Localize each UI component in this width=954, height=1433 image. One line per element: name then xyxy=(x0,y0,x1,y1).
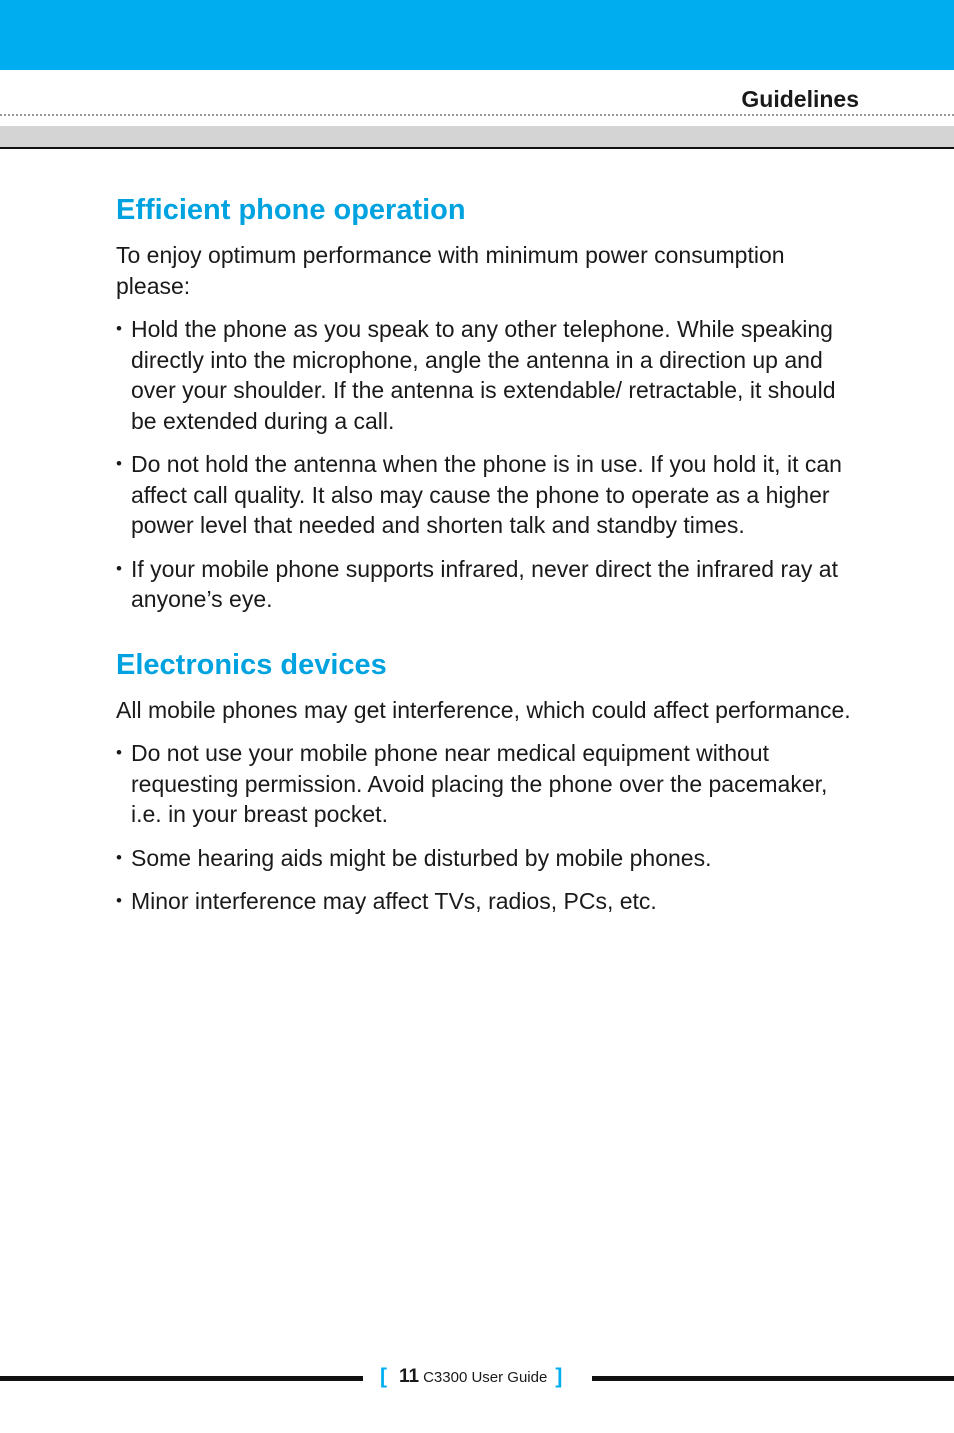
list-item xyxy=(116,738,861,830)
list-item xyxy=(116,843,861,874)
page-content xyxy=(116,190,861,930)
section-electronics-devices xyxy=(116,645,861,917)
guide-name: C3300 User Guide xyxy=(423,1368,548,1386)
bullet-icon: • xyxy=(116,558,122,578)
list-item-text: Minor interference may affect TVs, radios, PCs, etc. xyxy=(131,888,657,914)
page-number: 11 xyxy=(399,1366,420,1387)
list-item-text: Hold the phone as you speak to any other telephone. While speaking directly into the microphone, angle the antenna in a direction up and over your shoulder. If the antenna is extendable/ retractable, it should be extended during a call. xyxy=(131,316,836,434)
bullet-icon: • xyxy=(116,891,122,910)
bullet-icon: • xyxy=(116,847,122,867)
section-title: Efficient phone operation xyxy=(116,194,466,226)
bullet-list xyxy=(116,314,861,615)
bullet-list xyxy=(116,738,861,917)
list-item xyxy=(116,886,861,917)
top-color-band xyxy=(0,0,954,70)
grey-header-band xyxy=(0,126,954,149)
list-item xyxy=(116,449,861,541)
footer-rule-left xyxy=(0,1376,363,1381)
section-efficient-phone-operation xyxy=(116,190,861,615)
list-item-text: Do not use your mobile phone near medical equipment without requesting permission. Avoid placing the phone over the pacemaker, i.e. in your breast pocket. xyxy=(131,740,828,827)
running-header: Guidelines xyxy=(741,86,859,112)
page-footer xyxy=(380,1365,562,1395)
section-title: Electronics devices xyxy=(116,648,387,681)
dotted-divider xyxy=(0,114,954,116)
section-intro: All mobile phones may get interference, which could affect performance. xyxy=(116,696,851,723)
list-item-text: Some hearing aids might be disturbed by mobile phones. xyxy=(131,844,712,871)
footer-bracket-open: [ xyxy=(380,1365,387,1388)
section-intro: To enjoy optimum performance with minimum power consumption please: xyxy=(116,242,785,299)
footer-rule-right xyxy=(592,1376,954,1381)
list-item-text: If your mobile phone supports infrared, never direct the infrared ray at anyone’s eye. xyxy=(131,555,838,612)
bullet-icon: • xyxy=(116,319,122,338)
bullet-icon: • xyxy=(116,743,122,762)
list-item xyxy=(116,314,861,436)
list-item xyxy=(116,554,861,615)
bullet-icon: • xyxy=(116,454,122,473)
footer-bracket-close: ] xyxy=(555,1365,563,1388)
list-item-text: Do not hold the antenna when the phone is in use. If you hold it, it can affect call quality. It also may cause the phone to operate as a higher power level that needed and shorten talk and standby times. xyxy=(131,451,842,538)
